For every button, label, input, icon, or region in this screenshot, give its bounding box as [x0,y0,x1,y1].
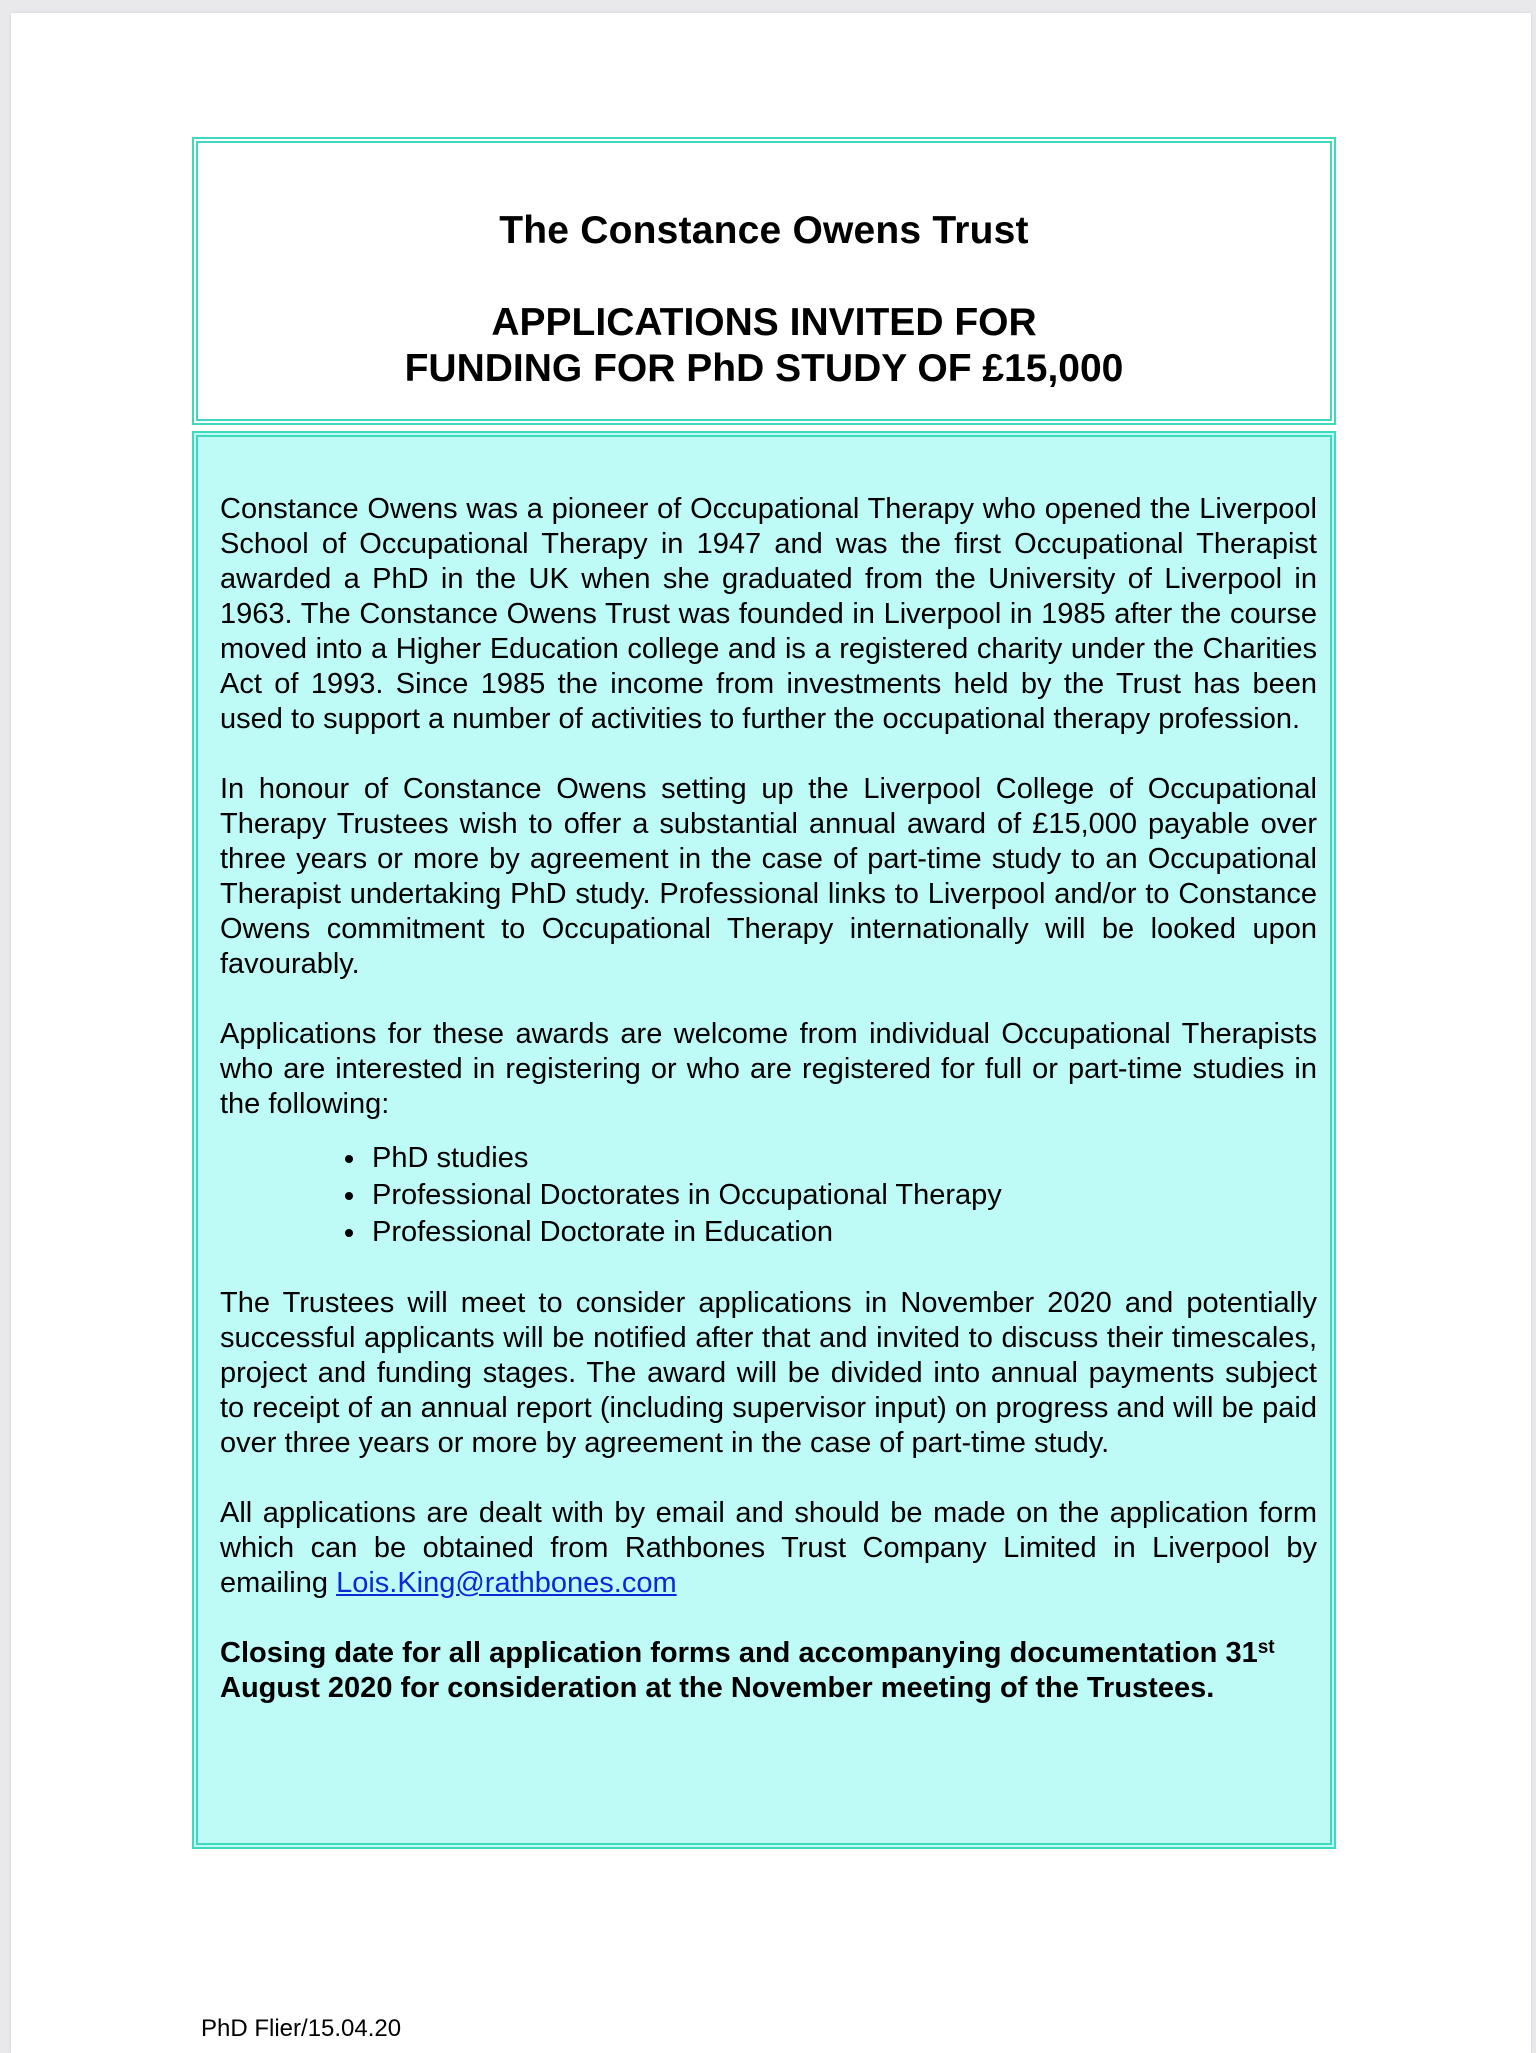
closing-text-part-1: Closing date for all application forms and accompanying documentation 31 [220,1637,1258,1669]
closing-date [220,1636,1317,1706]
trust-title: The Constance Owens Trust [499,209,1029,252]
paragraph-history: Constance Owens was a pioneer of Occupational Therapy who opened the Liverpool School of Occupational Therapy in 1947 and was the first Occupational Therapist awarded a PhD in the UK when she graduated from the University of Liverpool in 1963. The Constance Owens Trust was founded in Liverpool in 1985 after the course moved into a Higher Education college and is a registered charity under the Charities Act of 1993. Since 1985 the income from investments held by the Trust has been used to support a number of activities to further the occupational therapy profession. [220,493,1317,735]
application-text: All applications are dealt with by email and should be made on the application form which can be obtained from Rathbones Trust Company Limited in Liverpool by emailing [220,1497,1317,1599]
header-box [192,137,1336,425]
paragraph-award: In honour of Constance Owens setting up the Liverpool College of Occupational Therapy Trustees wish to offer a substantial annual award of £15,000 payable over three years or more by agreement in the case of part-time study to an Occupational Therapist undertaking PhD study. Professional links to Liverpool and/or to Constance Owens commitment to Occupational Therapy internationally will be looked upon favourably. [220,773,1317,980]
body-box [192,431,1336,1849]
list-item: • PhD studies [368,1140,1317,1177]
headline-line-1: APPLICATIONS INVITED FOR [491,301,1037,344]
paragraph-eligibility: Applications for these awards are welcome from individual Occupational Therapists who are interested in registering or who are registered for full or part-time studies in the following: [220,1018,1317,1120]
list-item: • Professional Doctorate in Education [368,1214,1317,1251]
study-list [220,1140,1317,1251]
document-page [11,13,1531,2053]
paragraph-process: The Trustees will meet to consider applications in November 2020 and potentially successful applicants will be notified after that and invited to discuss their timescales, project and funding stages. The award will be divided into annual payments subject to receipt of an annual report (including supervisor input) on progress and will be paid over three years or more by agreement in the case of part-time study. [220,1287,1317,1459]
closing-superscript: st [1257,1637,1275,1658]
headline-line-2: FUNDING FOR PhD STUDY OF £15,000 [404,347,1124,390]
list-item: • Professional Doctorates in Occupational Therapy [368,1177,1317,1214]
paragraph-application [220,1496,1317,1601]
closing-text-part-2: August 2020 for consideration at the November meeting of the Trustees. [220,1672,1215,1704]
footer-label: PhD Flier/15.04.20 [201,2015,402,2042]
headline [198,300,1330,392]
email-link[interactable]: Lois.King@rathbones.com [336,1567,677,1599]
